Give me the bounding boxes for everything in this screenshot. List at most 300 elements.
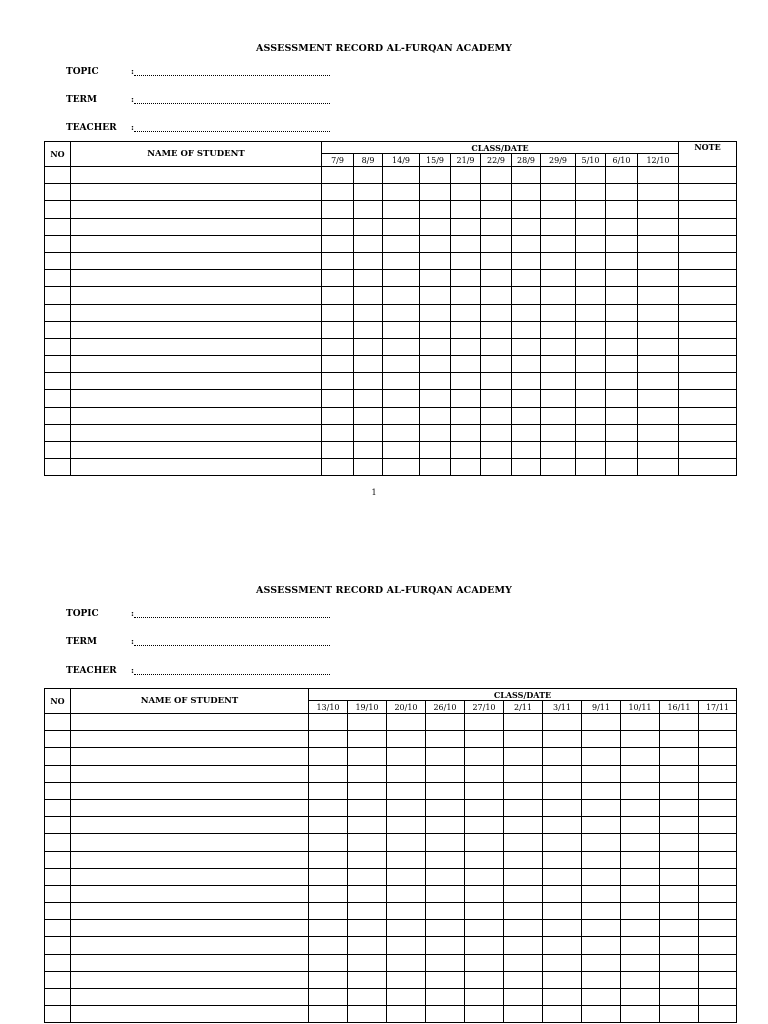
score-cell[interactable] <box>621 868 660 885</box>
score-cell[interactable] <box>699 834 737 851</box>
score-cell[interactable] <box>465 1006 504 1023</box>
score-cell[interactable] <box>660 714 699 731</box>
score-cell[interactable] <box>322 338 354 355</box>
score-cell[interactable] <box>512 235 541 252</box>
row-number-cell[interactable] <box>45 1006 71 1023</box>
score-cell[interactable] <box>699 782 737 799</box>
score-cell[interactable] <box>541 407 576 424</box>
score-cell[interactable] <box>512 442 541 459</box>
score-cell[interactable] <box>387 954 426 971</box>
score-cell[interactable] <box>465 834 504 851</box>
score-cell[interactable] <box>322 321 354 338</box>
score-cell[interactable] <box>387 834 426 851</box>
score-cell[interactable] <box>420 252 451 269</box>
row-number-cell[interactable] <box>45 184 71 201</box>
score-cell[interactable] <box>426 1006 465 1023</box>
score-cell[interactable] <box>451 218 481 235</box>
score-cell[interactable] <box>606 442 638 459</box>
score-cell[interactable] <box>638 356 679 373</box>
score-cell[interactable] <box>322 304 354 321</box>
score-cell[interactable] <box>543 834 582 851</box>
score-cell[interactable] <box>660 765 699 782</box>
score-cell[interactable] <box>504 799 543 816</box>
note-cell[interactable] <box>679 390 737 407</box>
score-cell[interactable] <box>354 167 383 184</box>
student-name-cell[interactable] <box>71 356 322 373</box>
score-cell[interactable] <box>322 287 354 304</box>
score-cell[interactable] <box>309 714 348 731</box>
score-cell[interactable] <box>322 442 354 459</box>
score-cell[interactable] <box>383 252 420 269</box>
score-cell[interactable] <box>541 442 576 459</box>
score-cell[interactable] <box>504 989 543 1006</box>
student-name-cell[interactable] <box>71 321 322 338</box>
score-cell[interactable] <box>638 252 679 269</box>
row-number-cell[interactable] <box>45 356 71 373</box>
row-number-cell[interactable] <box>45 201 71 218</box>
student-name-cell[interactable] <box>71 731 309 748</box>
row-number-cell[interactable] <box>45 989 71 1006</box>
row-number-cell[interactable] <box>45 971 71 988</box>
score-cell[interactable] <box>606 184 638 201</box>
score-cell[interactable] <box>582 1006 621 1023</box>
sheet1-teacher-field[interactable] <box>131 126 330 132</box>
score-cell[interactable] <box>582 903 621 920</box>
note-cell[interactable] <box>679 321 737 338</box>
score-cell[interactable] <box>426 834 465 851</box>
score-cell[interactable] <box>504 834 543 851</box>
score-cell[interactable] <box>541 270 576 287</box>
score-cell[interactable] <box>638 218 679 235</box>
score-cell[interactable] <box>322 252 354 269</box>
student-name-cell[interactable] <box>71 338 322 355</box>
score-cell[interactable] <box>576 356 606 373</box>
score-cell[interactable] <box>387 782 426 799</box>
score-cell[interactable] <box>420 218 451 235</box>
score-cell[interactable] <box>699 731 737 748</box>
score-cell[interactable] <box>660 817 699 834</box>
student-name-cell[interactable] <box>71 989 309 1006</box>
score-cell[interactable] <box>699 868 737 885</box>
student-name-cell[interactable] <box>71 218 322 235</box>
score-cell[interactable] <box>451 373 481 390</box>
score-cell[interactable] <box>621 799 660 816</box>
score-cell[interactable] <box>322 218 354 235</box>
score-cell[interactable] <box>638 442 679 459</box>
score-cell[interactable] <box>621 971 660 988</box>
score-cell[interactable] <box>543 714 582 731</box>
score-cell[interactable] <box>638 390 679 407</box>
score-cell[interactable] <box>543 731 582 748</box>
score-cell[interactable] <box>512 356 541 373</box>
score-cell[interactable] <box>481 321 512 338</box>
score-cell[interactable] <box>638 184 679 201</box>
score-cell[interactable] <box>322 424 354 441</box>
score-cell[interactable] <box>481 235 512 252</box>
score-cell[interactable] <box>465 799 504 816</box>
student-name-cell[interactable] <box>71 390 322 407</box>
score-cell[interactable] <box>606 252 638 269</box>
note-cell[interactable] <box>679 338 737 355</box>
score-cell[interactable] <box>543 989 582 1006</box>
score-cell[interactable] <box>582 799 621 816</box>
score-cell[interactable] <box>512 252 541 269</box>
score-cell[interactable] <box>660 731 699 748</box>
score-cell[interactable] <box>621 817 660 834</box>
score-cell[interactable] <box>638 201 679 218</box>
score-cell[interactable] <box>420 304 451 321</box>
score-cell[interactable] <box>322 201 354 218</box>
score-cell[interactable] <box>699 920 737 937</box>
score-cell[interactable] <box>383 459 420 476</box>
score-cell[interactable] <box>451 407 481 424</box>
score-cell[interactable] <box>465 937 504 954</box>
score-cell[interactable] <box>451 252 481 269</box>
row-number-cell[interactable] <box>45 338 71 355</box>
score-cell[interactable] <box>582 920 621 937</box>
score-cell[interactable] <box>465 954 504 971</box>
score-cell[interactable] <box>420 356 451 373</box>
score-cell[interactable] <box>309 937 348 954</box>
score-cell[interactable] <box>465 765 504 782</box>
score-cell[interactable] <box>348 903 387 920</box>
score-cell[interactable] <box>504 748 543 765</box>
score-cell[interactable] <box>322 270 354 287</box>
row-number-cell[interactable] <box>45 321 71 338</box>
score-cell[interactable] <box>420 390 451 407</box>
score-cell[interactable] <box>576 373 606 390</box>
score-cell[interactable] <box>481 270 512 287</box>
score-cell[interactable] <box>465 817 504 834</box>
row-number-cell[interactable] <box>45 304 71 321</box>
score-cell[interactable] <box>504 1006 543 1023</box>
score-cell[interactable] <box>541 424 576 441</box>
score-cell[interactable] <box>699 748 737 765</box>
score-cell[interactable] <box>309 748 348 765</box>
score-cell[interactable] <box>354 321 383 338</box>
score-cell[interactable] <box>451 424 481 441</box>
score-cell[interactable] <box>426 885 465 902</box>
score-cell[interactable] <box>451 442 481 459</box>
score-cell[interactable] <box>504 920 543 937</box>
score-cell[interactable] <box>512 270 541 287</box>
score-cell[interactable] <box>481 390 512 407</box>
score-cell[interactable] <box>512 218 541 235</box>
score-cell[interactable] <box>354 201 383 218</box>
score-cell[interactable] <box>387 851 426 868</box>
score-cell[interactable] <box>309 765 348 782</box>
score-cell[interactable] <box>621 937 660 954</box>
score-cell[interactable] <box>383 321 420 338</box>
score-cell[interactable] <box>354 356 383 373</box>
score-cell[interactable] <box>504 937 543 954</box>
score-cell[interactable] <box>543 765 582 782</box>
score-cell[interactable] <box>660 954 699 971</box>
student-name-cell[interactable] <box>71 1006 309 1023</box>
score-cell[interactable] <box>660 1006 699 1023</box>
score-cell[interactable] <box>465 903 504 920</box>
score-cell[interactable] <box>504 903 543 920</box>
score-cell[interactable] <box>354 287 383 304</box>
score-cell[interactable] <box>420 235 451 252</box>
score-cell[interactable] <box>543 920 582 937</box>
score-cell[interactable] <box>309 834 348 851</box>
score-cell[interactable] <box>582 851 621 868</box>
note-cell[interactable] <box>679 442 737 459</box>
score-cell[interactable] <box>387 920 426 937</box>
score-cell[interactable] <box>420 321 451 338</box>
note-cell[interactable] <box>679 373 737 390</box>
score-cell[interactable] <box>481 373 512 390</box>
score-cell[interactable] <box>348 989 387 1006</box>
score-cell[interactable] <box>512 287 541 304</box>
score-cell[interactable] <box>660 748 699 765</box>
score-cell[interactable] <box>541 201 576 218</box>
score-cell[interactable] <box>621 731 660 748</box>
score-cell[interactable] <box>426 851 465 868</box>
note-cell[interactable] <box>679 424 737 441</box>
row-number-cell[interactable] <box>45 903 71 920</box>
score-cell[interactable] <box>576 321 606 338</box>
score-cell[interactable] <box>322 459 354 476</box>
score-cell[interactable] <box>699 714 737 731</box>
score-cell[interactable] <box>512 390 541 407</box>
note-cell[interactable] <box>679 252 737 269</box>
score-cell[interactable] <box>309 989 348 1006</box>
score-cell[interactable] <box>383 184 420 201</box>
score-cell[interactable] <box>387 731 426 748</box>
score-cell[interactable] <box>348 834 387 851</box>
row-number-cell[interactable] <box>45 868 71 885</box>
score-cell[interactable] <box>606 304 638 321</box>
score-cell[interactable] <box>481 407 512 424</box>
score-cell[interactable] <box>543 937 582 954</box>
score-cell[interactable] <box>504 731 543 748</box>
score-cell[interactable] <box>504 817 543 834</box>
student-name-cell[interactable] <box>71 270 322 287</box>
score-cell[interactable] <box>582 817 621 834</box>
row-number-cell[interactable] <box>45 390 71 407</box>
score-cell[interactable] <box>481 184 512 201</box>
score-cell[interactable] <box>309 817 348 834</box>
row-number-cell[interactable] <box>45 885 71 902</box>
score-cell[interactable] <box>699 851 737 868</box>
score-cell[interactable] <box>638 270 679 287</box>
score-cell[interactable] <box>621 920 660 937</box>
score-cell[interactable] <box>348 748 387 765</box>
row-number-cell[interactable] <box>45 937 71 954</box>
score-cell[interactable] <box>699 937 737 954</box>
sheet1-topic-field[interactable] <box>131 70 330 76</box>
score-cell[interactable] <box>512 184 541 201</box>
score-cell[interactable] <box>541 373 576 390</box>
row-number-cell[interactable] <box>45 235 71 252</box>
score-cell[interactable] <box>383 270 420 287</box>
score-cell[interactable] <box>354 184 383 201</box>
score-cell[interactable] <box>576 235 606 252</box>
score-cell[interactable] <box>481 218 512 235</box>
note-cell[interactable] <box>679 459 737 476</box>
score-cell[interactable] <box>621 903 660 920</box>
score-cell[interactable] <box>576 424 606 441</box>
row-number-cell[interactable] <box>45 287 71 304</box>
score-cell[interactable] <box>465 885 504 902</box>
score-cell[interactable] <box>426 989 465 1006</box>
student-name-cell[interactable] <box>71 373 322 390</box>
score-cell[interactable] <box>576 304 606 321</box>
score-cell[interactable] <box>426 782 465 799</box>
score-cell[interactable] <box>420 338 451 355</box>
score-cell[interactable] <box>348 817 387 834</box>
score-cell[interactable] <box>576 338 606 355</box>
score-cell[interactable] <box>660 799 699 816</box>
score-cell[interactable] <box>383 218 420 235</box>
row-number-cell[interactable] <box>45 424 71 441</box>
score-cell[interactable] <box>420 442 451 459</box>
score-cell[interactable] <box>543 782 582 799</box>
score-cell[interactable] <box>576 252 606 269</box>
score-cell[interactable] <box>426 799 465 816</box>
score-cell[interactable] <box>582 748 621 765</box>
score-cell[interactable] <box>543 851 582 868</box>
score-cell[interactable] <box>451 321 481 338</box>
score-cell[interactable] <box>348 731 387 748</box>
score-cell[interactable] <box>606 167 638 184</box>
score-cell[interactable] <box>426 868 465 885</box>
score-cell[interactable] <box>606 218 638 235</box>
score-cell[interactable] <box>512 338 541 355</box>
student-name-cell[interactable] <box>71 954 309 971</box>
score-cell[interactable] <box>582 782 621 799</box>
score-cell[interactable] <box>354 390 383 407</box>
row-number-cell[interactable] <box>45 373 71 390</box>
score-cell[interactable] <box>322 184 354 201</box>
score-cell[interactable] <box>541 356 576 373</box>
score-cell[interactable] <box>582 714 621 731</box>
score-cell[interactable] <box>621 765 660 782</box>
score-cell[interactable] <box>638 338 679 355</box>
row-number-cell[interactable] <box>45 714 71 731</box>
score-cell[interactable] <box>660 885 699 902</box>
score-cell[interactable] <box>576 459 606 476</box>
score-cell[interactable] <box>621 1006 660 1023</box>
score-cell[interactable] <box>541 321 576 338</box>
note-cell[interactable] <box>679 218 737 235</box>
score-cell[interactable] <box>309 920 348 937</box>
student-name-cell[interactable] <box>71 201 322 218</box>
score-cell[interactable] <box>541 235 576 252</box>
score-cell[interactable] <box>541 167 576 184</box>
row-number-cell[interactable] <box>45 270 71 287</box>
score-cell[interactable] <box>465 782 504 799</box>
score-cell[interactable] <box>638 424 679 441</box>
note-cell[interactable] <box>679 184 737 201</box>
student-name-cell[interactable] <box>71 885 309 902</box>
row-number-cell[interactable] <box>45 765 71 782</box>
score-cell[interactable] <box>348 714 387 731</box>
score-cell[interactable] <box>660 903 699 920</box>
score-cell[interactable] <box>582 885 621 902</box>
score-cell[interactable] <box>541 390 576 407</box>
score-cell[interactable] <box>621 851 660 868</box>
student-name-cell[interactable] <box>71 459 322 476</box>
score-cell[interactable] <box>606 235 638 252</box>
score-cell[interactable] <box>543 868 582 885</box>
row-number-cell[interactable] <box>45 218 71 235</box>
score-cell[interactable] <box>387 748 426 765</box>
score-cell[interactable] <box>387 868 426 885</box>
student-name-cell[interactable] <box>71 834 309 851</box>
score-cell[interactable] <box>465 731 504 748</box>
score-cell[interactable] <box>543 748 582 765</box>
score-cell[interactable] <box>322 390 354 407</box>
row-number-cell[interactable] <box>45 920 71 937</box>
score-cell[interactable] <box>481 356 512 373</box>
score-cell[interactable] <box>576 407 606 424</box>
score-cell[interactable] <box>541 218 576 235</box>
score-cell[interactable] <box>638 167 679 184</box>
score-cell[interactable] <box>420 287 451 304</box>
score-cell[interactable] <box>354 442 383 459</box>
score-cell[interactable] <box>383 201 420 218</box>
score-cell[interactable] <box>606 390 638 407</box>
score-cell[interactable] <box>512 407 541 424</box>
score-cell[interactable] <box>541 184 576 201</box>
score-cell[interactable] <box>541 252 576 269</box>
score-cell[interactable] <box>660 971 699 988</box>
score-cell[interactable] <box>481 442 512 459</box>
score-cell[interactable] <box>309 731 348 748</box>
score-cell[interactable] <box>621 834 660 851</box>
score-cell[interactable] <box>348 937 387 954</box>
score-cell[interactable] <box>309 885 348 902</box>
score-cell[interactable] <box>699 954 737 971</box>
score-cell[interactable] <box>541 338 576 355</box>
score-cell[interactable] <box>383 287 420 304</box>
score-cell[interactable] <box>512 321 541 338</box>
student-name-cell[interactable] <box>71 252 322 269</box>
score-cell[interactable] <box>606 270 638 287</box>
row-number-cell[interactable] <box>45 817 71 834</box>
score-cell[interactable] <box>660 834 699 851</box>
score-cell[interactable] <box>504 851 543 868</box>
score-cell[interactable] <box>348 799 387 816</box>
score-cell[interactable] <box>451 184 481 201</box>
score-cell[interactable] <box>426 920 465 937</box>
row-number-cell[interactable] <box>45 167 71 184</box>
student-name-cell[interactable] <box>71 714 309 731</box>
score-cell[interactable] <box>582 834 621 851</box>
score-cell[interactable] <box>660 851 699 868</box>
score-cell[interactable] <box>309 971 348 988</box>
score-cell[interactable] <box>309 1006 348 1023</box>
score-cell[interactable] <box>426 954 465 971</box>
score-cell[interactable] <box>451 338 481 355</box>
score-cell[interactable] <box>420 373 451 390</box>
student-name-cell[interactable] <box>71 235 322 252</box>
score-cell[interactable] <box>576 184 606 201</box>
score-cell[interactable] <box>354 270 383 287</box>
note-cell[interactable] <box>679 356 737 373</box>
score-cell[interactable] <box>465 868 504 885</box>
score-cell[interactable] <box>582 765 621 782</box>
student-name-cell[interactable] <box>71 287 322 304</box>
score-cell[interactable] <box>426 731 465 748</box>
score-cell[interactable] <box>606 373 638 390</box>
sheet2-topic-field[interactable] <box>131 612 330 618</box>
score-cell[interactable] <box>504 971 543 988</box>
score-cell[interactable] <box>387 799 426 816</box>
